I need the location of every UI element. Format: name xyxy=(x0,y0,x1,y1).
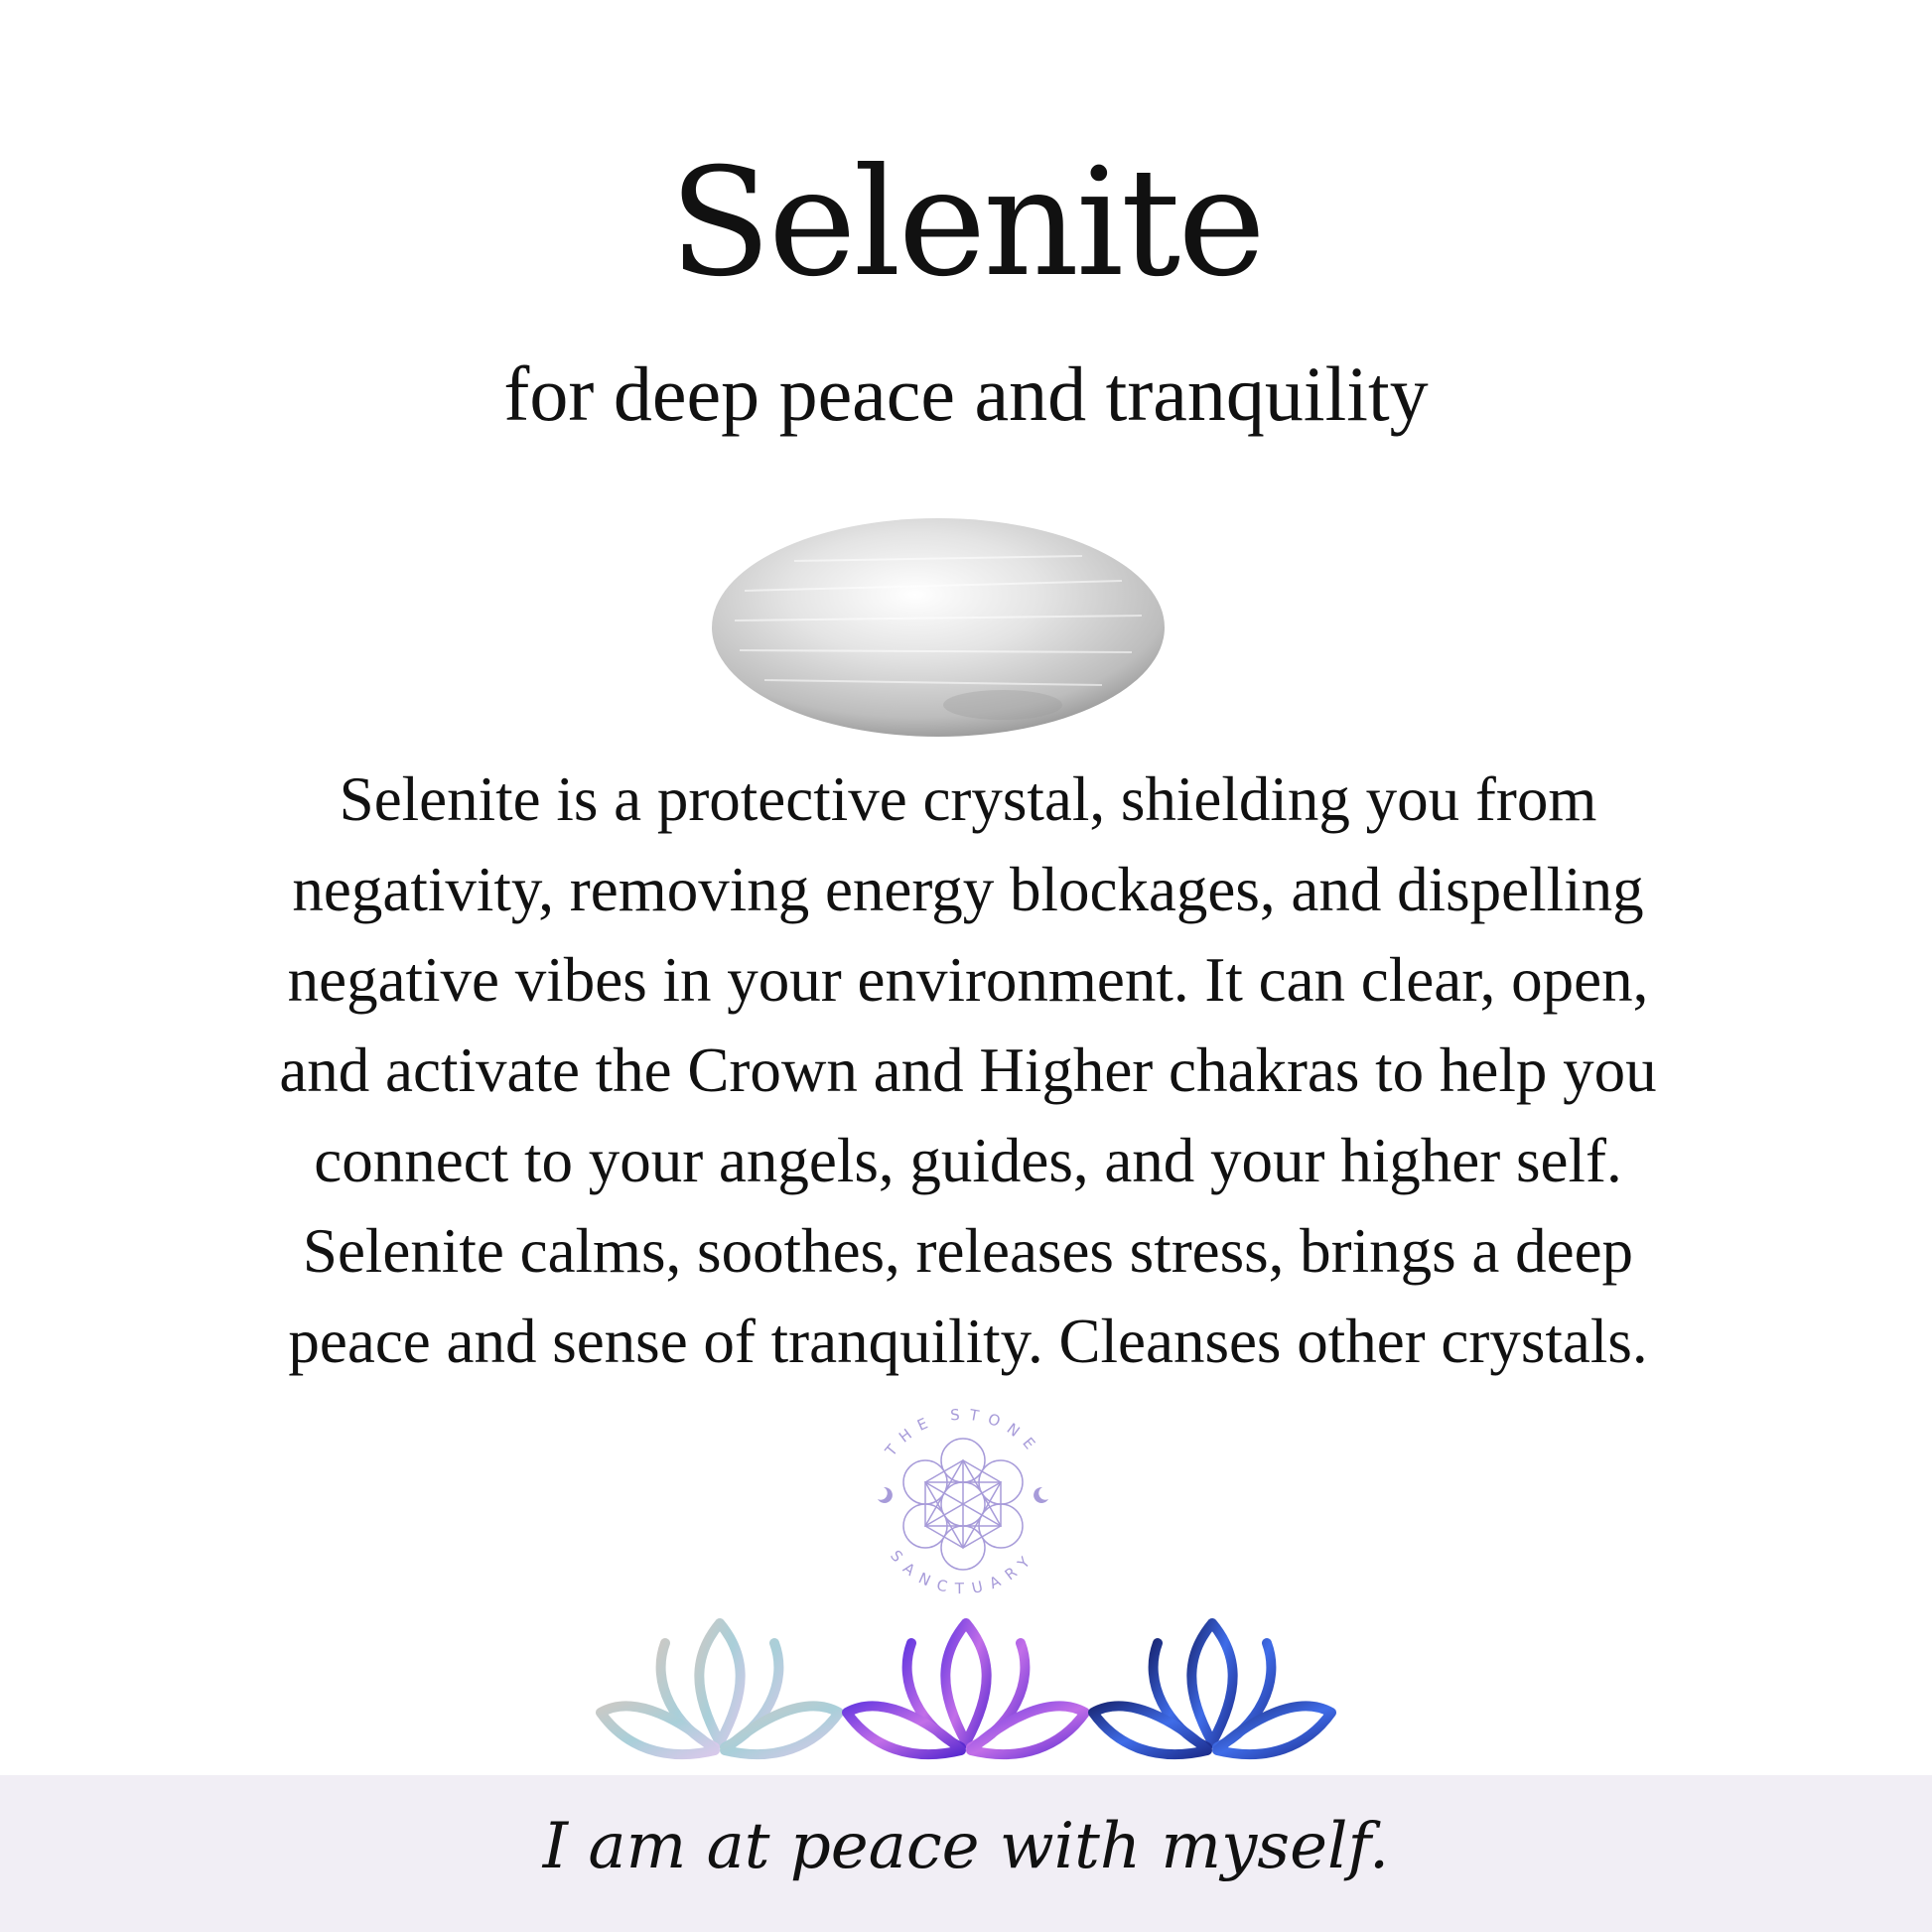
logo-text-bottom: SANCTUARY xyxy=(887,1546,1039,1598)
lotus-icon-blue xyxy=(1093,1623,1331,1754)
description-line: peace and sense of tranquility. Cleanses other crystals. xyxy=(288,1307,1648,1376)
description-line: connect to your angels, guides, and your higher self. xyxy=(314,1126,1622,1195)
selenite-stone-photo xyxy=(705,511,1172,745)
metatron-cube-logo xyxy=(854,1395,1072,1613)
page-subtitle: for deep peace and tranquility xyxy=(503,350,1429,437)
page-title: Selenite xyxy=(669,137,1263,310)
description xyxy=(159,755,1777,1387)
affirmation-text: I am at peace with myself. xyxy=(542,1810,1390,1883)
logo-text-top: THE STONE xyxy=(882,1405,1044,1460)
lotus-icon-violet xyxy=(847,1623,1085,1754)
description-line: and activate the Crown and Higher chakras to help you xyxy=(279,1035,1657,1105)
affirmation-band xyxy=(0,1775,1932,1932)
description-line: Selenite is a protective crystal, shielding you from xyxy=(339,764,1597,834)
description-line: negative vibes in your environment. It can clear, open, xyxy=(287,945,1649,1015)
description-line: Selenite calms, soothes, releases stress, brings a deep xyxy=(302,1216,1634,1286)
lotus-icon-white xyxy=(601,1623,839,1754)
description-line: negativity, removing energy blockages, and dispelling xyxy=(292,855,1644,924)
lotus-row xyxy=(596,1603,1336,1762)
